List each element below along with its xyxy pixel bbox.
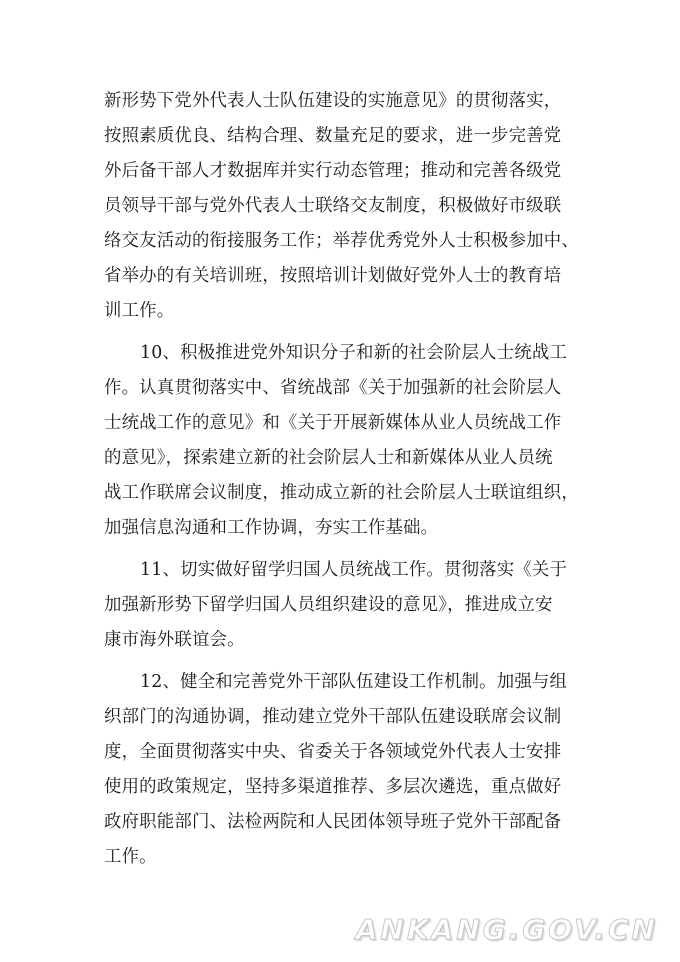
text-line: 的意见》，探索建立新的社会阶层人士和新媒体从业人员统 <box>104 448 553 468</box>
text-line: 新形势下党外代表人士队伍建设的实施意见》的贯彻落实， <box>104 91 562 111</box>
text-line: 12、健全和完善党外干部队伍建设工作机制。加强与组 <box>140 672 568 692</box>
paragraph <box>104 665 584 875</box>
paragraph <box>104 553 584 658</box>
text-line: 员领导干部与党外代表人士联络交友制度，积极做好市级联 <box>104 196 562 216</box>
paragraph <box>104 84 584 329</box>
text-line: 作。认真贯彻落实中、省统战部《关于加强新的社会阶层人 <box>104 378 562 398</box>
text-line: 加强新形势下留学归国人员组织建设的意见》，推进成立安 <box>104 595 553 615</box>
site-watermark: ANKANG.GOV.CN <box>355 913 658 946</box>
text-line: 政府职能部门、法检两院和人民团体领导班子党外干部配备 <box>104 812 562 832</box>
text-line: 工作。 <box>104 847 157 867</box>
text-line: 省举办的有关培训班，按照培训计划做好党外人士的教育培 <box>104 266 562 286</box>
text-line: 训工作。 <box>104 301 175 321</box>
body-text <box>104 84 584 882</box>
text-line: 络交友活动的衔接服务工作；举荐优秀党外人士积极参加中、 <box>104 231 579 251</box>
text-line: 战工作联席会议制度，推动成立新的社会阶层人士联谊组织， <box>104 483 579 503</box>
text-line: 织部门的沟通协调，推动建立党外干部队伍建设联席会议制 <box>104 707 562 727</box>
text-line: 度，全面贯彻落实中央、省委关于各领域党外代表人士安排 <box>104 742 562 762</box>
text-line: 外后备干部人才数据库并实行动态管理；推动和完善各级党 <box>104 161 562 181</box>
text-line: 使用的政策规定，坚持多渠道推荐、多层次遴选，重点做好 <box>104 777 562 797</box>
text-line: 士统战工作的意见》和《关于开展新媒体从业人员统战工作 <box>104 413 562 433</box>
text-line: 加强信息沟通和工作协调，夯实工作基础。 <box>104 518 439 538</box>
paragraph <box>104 336 584 546</box>
text-line: 11、切实做好留学归国人员统战工作。贯彻落实《关于 <box>140 560 568 580</box>
text-line: 10、积极推进党外知识分子和新的社会阶层人士统战工 <box>140 343 568 363</box>
text-line: 按照素质优良、结构合理、数量充足的要求，进一步完善党 <box>104 126 562 146</box>
text-line: 康市海外联谊会。 <box>104 630 245 650</box>
